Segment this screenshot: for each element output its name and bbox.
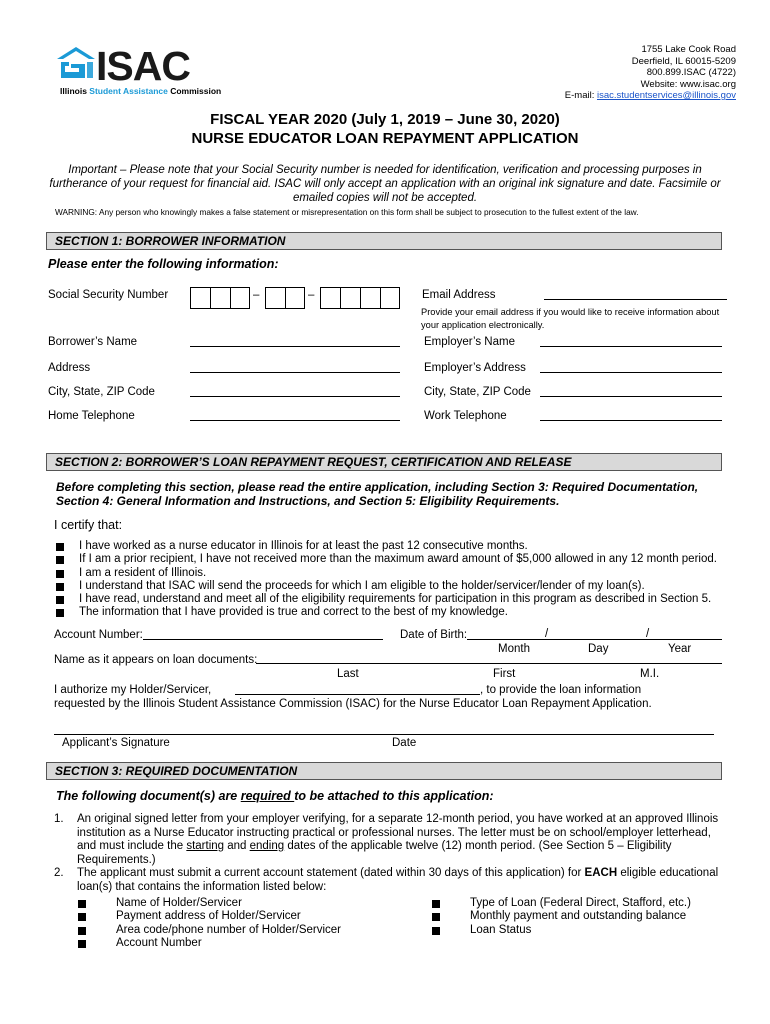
email-note: Provide your email address if you would like to receive information about your application electronically. bbox=[421, 307, 720, 330]
home-telephone-label: Home Telephone bbox=[48, 410, 135, 422]
dob-slash-1: / bbox=[545, 628, 549, 640]
signature-date-label: Date bbox=[392, 737, 417, 749]
account-number-input-line[interactable] bbox=[143, 639, 383, 640]
name-on-loan-input-line[interactable] bbox=[256, 663, 722, 664]
list-item: If I am a prior recipient, I have not received more than the maximum award amount of $5,000 allowed in any 12 month period. bbox=[56, 553, 717, 566]
borrower-name-input-line[interactable] bbox=[190, 346, 400, 347]
section-3-header: SECTION 3: REQUIRED DOCUMENTATION bbox=[46, 762, 722, 780]
contact-address-2: Deerfield, IL 60015-5209 bbox=[631, 55, 736, 67]
ssn-label: Social Security Number bbox=[48, 289, 169, 301]
borrower-name-label: Borrower’s Name bbox=[48, 336, 138, 348]
ssn-dash-2: – bbox=[308, 289, 315, 301]
list-item: Type of Loan (Federal Direct, Stafford, etc.) bbox=[432, 897, 691, 910]
list-item: Payment address of Holder/Servicer bbox=[78, 910, 341, 923]
employer-city-state-zip-label: City, State, ZIP Code bbox=[424, 386, 531, 398]
employer-city-state-zip-input-line[interactable] bbox=[540, 396, 722, 397]
name-first-label: First bbox=[493, 668, 516, 680]
name-mi-label: M.I. bbox=[640, 668, 660, 680]
dob-day-label: Day bbox=[588, 643, 609, 655]
holder-servicer-input-line[interactable] bbox=[235, 694, 480, 695]
list-item: Monthly payment and outstanding balance bbox=[432, 910, 691, 923]
section-1-header: SECTION 1: BORROWER INFORMATION bbox=[46, 232, 722, 250]
required-doc-item-2: 2. The applicant must submit a current account statement (dated within 30 days of this application) for EACH eligible educational loan(s) that contains the information listed below: bbox=[54, 867, 719, 893]
contact-website: Website: www.isac.org bbox=[640, 78, 736, 90]
warning-notice: WARNING: Any person who knowingly makes a false statement or misrepresentation on this form shall be subject to prosecution to the fullest extent of the law. bbox=[55, 207, 639, 217]
section-3-intro: The following document(s) are required to be attached to this application: bbox=[56, 789, 494, 803]
list-item: Name of Holder/Servicer bbox=[78, 897, 341, 910]
work-telephone-input-line[interactable] bbox=[540, 420, 722, 421]
statement-info-left-list bbox=[78, 897, 341, 950]
signature-input-line[interactable] bbox=[54, 734, 714, 735]
contact-email-link[interactable]: isac.studentservices@illinois.gov bbox=[596, 90, 736, 101]
list-item: I have read, understand and meet all of the eligibility requirements for participation in this program as described in Section 5. bbox=[56, 593, 717, 606]
address-label: Address bbox=[48, 362, 91, 374]
required-doc-item-1: 1. An original signed letter from your employer verifying, for a separate 12-month period, you have worked at an approved Illinois institution as a Nurse Educator instructing practical or professional nurses. The letter must be on school/employer letterhead, and must include the starting and ending dates of the applicable twelve (12) month period. (See Section 5 – Eligibility Requirements.) bbox=[54, 813, 719, 866]
contact-block: 1755 Lake Cook Road Deerfield, IL 60015-5209 800.899.ISAC (4722) Website: www.isac.org E-mail: isac.studentservices@illinois.gov bbox=[564, 44, 736, 101]
ssn-dash-1: – bbox=[253, 289, 260, 301]
statement-info-right-list bbox=[432, 897, 691, 937]
ssn-part-1-input[interactable] bbox=[190, 287, 250, 309]
email-input-line[interactable] bbox=[544, 299, 727, 300]
employer-name-input-line[interactable] bbox=[540, 346, 722, 347]
signature-label: Applicant’s Signature bbox=[62, 737, 170, 749]
dob-month-label: Month bbox=[498, 643, 530, 655]
list-item: Loan Status bbox=[432, 924, 691, 937]
dob-year-label: Year bbox=[668, 643, 692, 655]
authorize-text-3: requested by the Illinois Student Assistance Commission (ISAC) for the Nurse Educator Loan Repayment Application. bbox=[54, 698, 652, 710]
city-state-zip-input-line[interactable] bbox=[190, 396, 400, 397]
date-of-birth-input-line[interactable] bbox=[467, 639, 722, 640]
section-2-intro: Before completing this section, please read the entire application, including Section 3: Required Documentation, Section 4: General Information and Instructions, and Section 5: Eligibility Requirements. bbox=[56, 480, 699, 508]
employer-address-input-line[interactable] bbox=[540, 372, 722, 373]
work-telephone-label: Work Telephone bbox=[424, 410, 507, 422]
dob-slash-2: / bbox=[646, 628, 650, 640]
section-2-header: SECTION 2: BORROWER’S LOAN REPAYMENT REQUEST, CERTIFICATION AND RELEASE bbox=[46, 453, 722, 471]
list-item: Area code/phone number of Holder/Servicer bbox=[78, 924, 341, 937]
list-item: I am a resident of Illinois. bbox=[56, 567, 717, 580]
contact-address-1: 1755 Lake Cook Road bbox=[641, 44, 736, 55]
logo-subtitle: Illinois Student Assistance Commission bbox=[60, 86, 222, 96]
list-item: Account Number bbox=[78, 937, 341, 950]
list-item: I have worked as a nurse educator in Illinois for at least the past 12 consecutive months. bbox=[56, 540, 717, 553]
certification-list bbox=[56, 540, 717, 620]
employer-address-label: Employer’s Address bbox=[424, 362, 526, 374]
account-number-label: Account Number: bbox=[54, 629, 143, 641]
page-title-fiscal-year: FISCAL YEAR 2020 (July 1, 2019 – June 30, 2020) bbox=[210, 111, 560, 128]
email-label: Email Address bbox=[422, 289, 496, 301]
name-last-label: Last bbox=[337, 668, 359, 680]
name-on-loan-label: Name as it appears on loan documents: bbox=[54, 654, 258, 666]
ssn-part-3-input[interactable] bbox=[320, 287, 400, 309]
contact-phone: 800.899.ISAC (4722) bbox=[646, 67, 736, 78]
page-title-application: NURSE EDUCATOR LOAN REPAYMENT APPLICATION bbox=[191, 130, 579, 147]
section-1-intro: Please enter the following information: bbox=[48, 257, 279, 271]
important-notice: Important – Please note that your Social Security number is needed for identification, verification and processing purposes in furtherance of your request for financial aid. ISAC will only accept an application with an original ink signature and date. Facsimile or emailed copies will not be accepted. bbox=[49, 164, 721, 204]
isac-logo-icon bbox=[55, 45, 97, 83]
list-item: I understand that ISAC will send the proceeds for which I am eligible to the holder/servicer/lender of my loan(s). bbox=[56, 580, 717, 593]
list-item: The information that I have provided is true and correct to the best of my knowledge. bbox=[56, 606, 717, 619]
ssn-part-2-input[interactable] bbox=[265, 287, 305, 309]
logo-wordmark: ISAC bbox=[96, 43, 190, 89]
city-state-zip-label: City, State, ZIP Code bbox=[48, 386, 155, 398]
authorize-text-1: I authorize my Holder/Servicer, bbox=[54, 684, 212, 696]
employer-name-label: Employer’s Name bbox=[424, 336, 515, 348]
date-of-birth-label: Date of Birth: bbox=[400, 629, 468, 641]
address-input-line[interactable] bbox=[190, 372, 400, 373]
authorize-text-2: , to provide the loan information bbox=[480, 684, 642, 696]
home-telephone-input-line[interactable] bbox=[190, 420, 400, 421]
certify-label: I certify that: bbox=[54, 518, 123, 532]
